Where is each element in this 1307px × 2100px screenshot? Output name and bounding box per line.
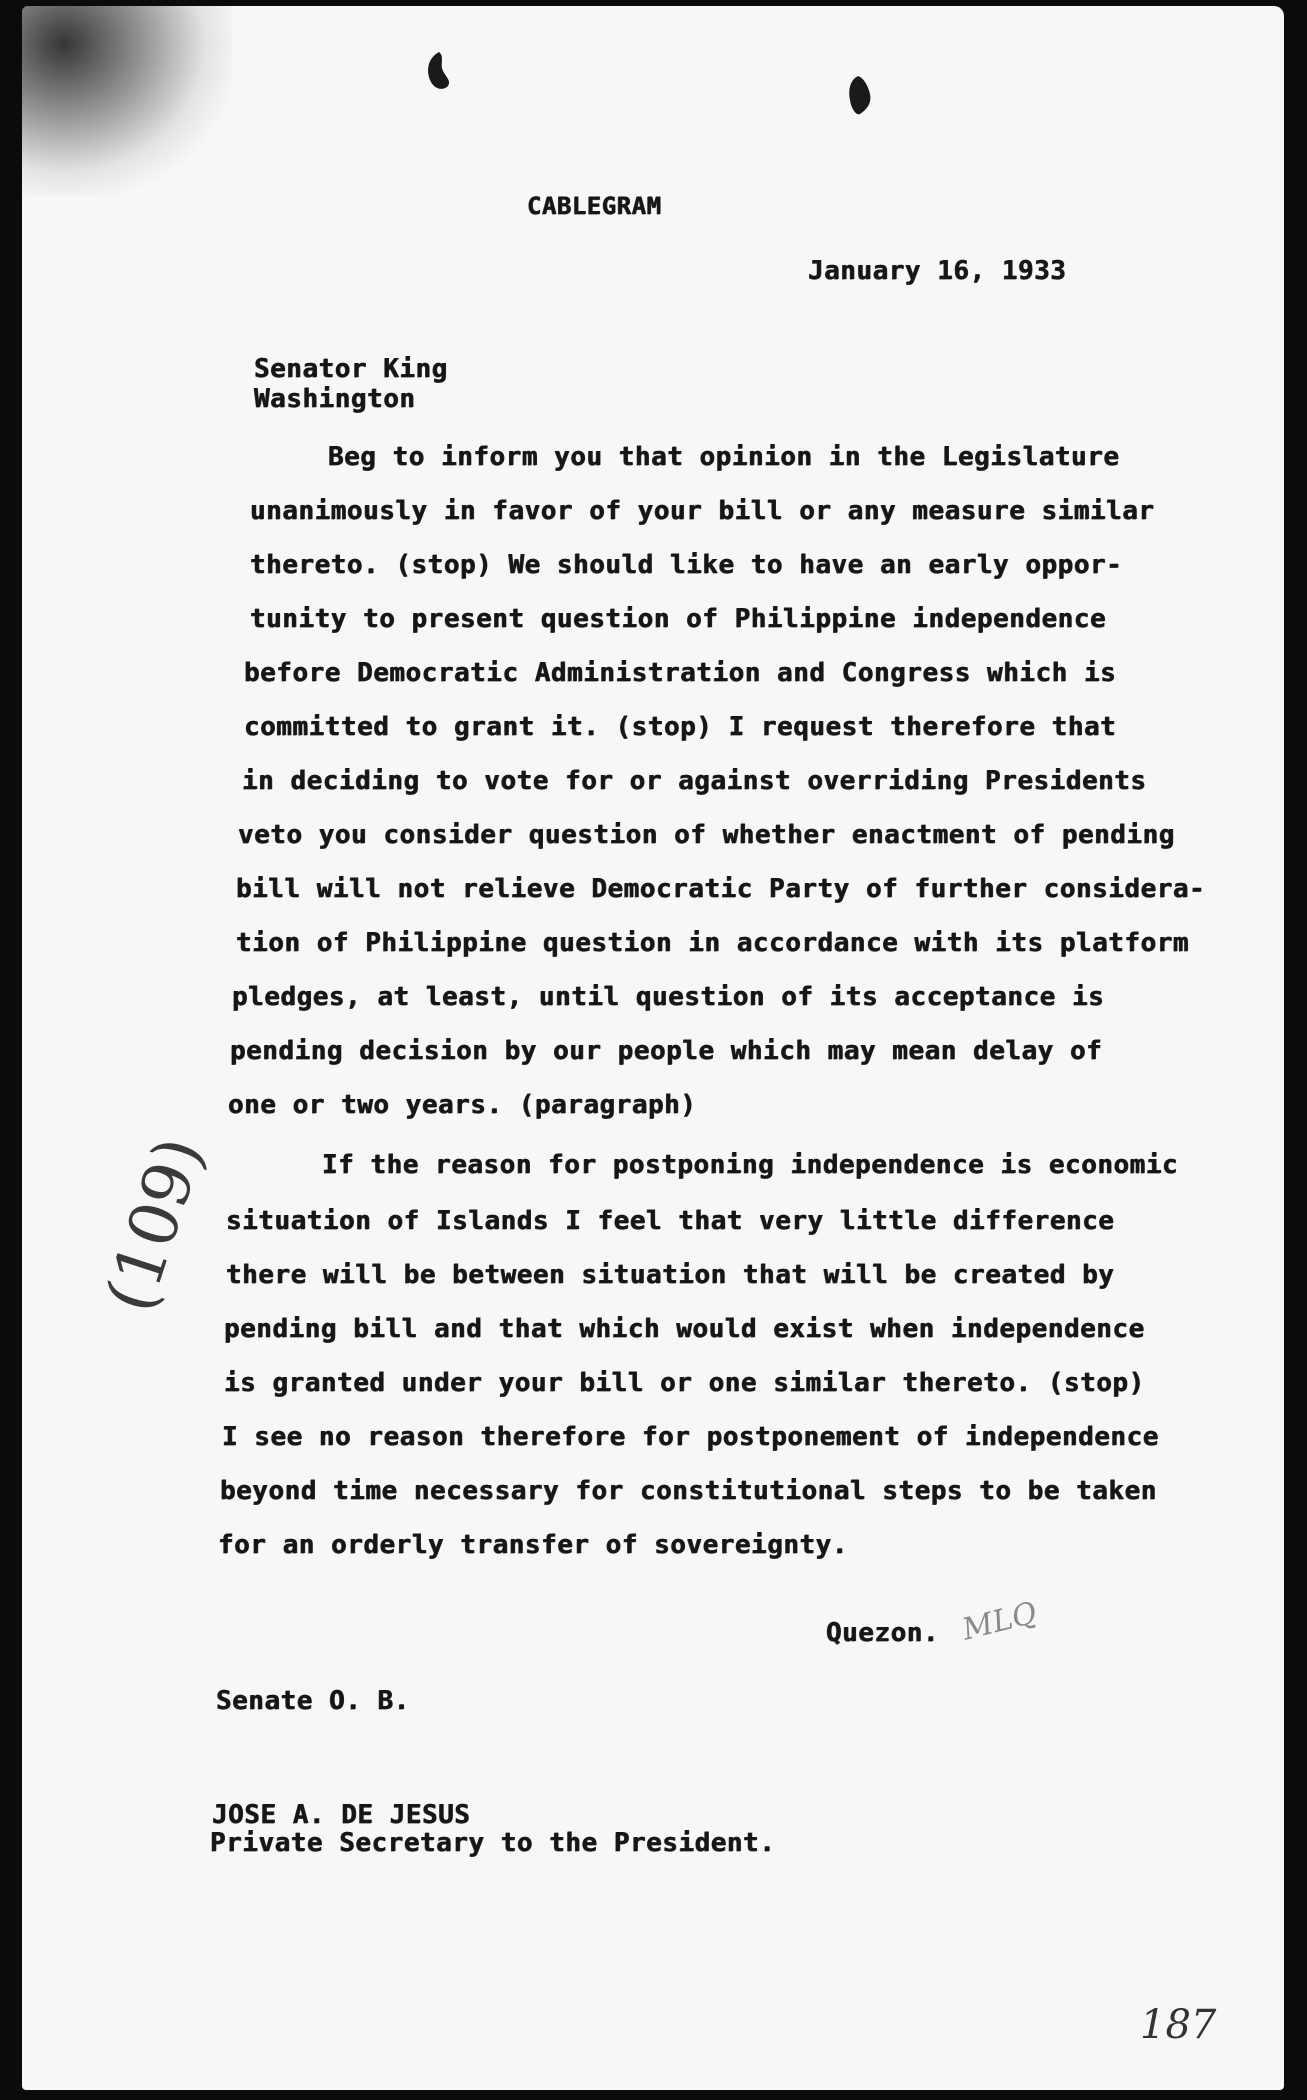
text-line: veto you consider question of whether enactment of pending	[238, 820, 1175, 850]
addressee-place: Washington	[254, 384, 416, 414]
text-line: If the reason for postponing independence is economic	[322, 1150, 1179, 1180]
text-line: before Democratic Administration and Congress which is	[244, 658, 1117, 688]
stain-shadow	[22, 6, 232, 196]
text-line: tunity to present question of Philippine independence	[250, 604, 1107, 634]
margin-note-handwritten: (109)	[90, 1128, 219, 1321]
punch-hole-right-icon	[842, 74, 876, 118]
document-date: January 16, 1933	[808, 256, 1067, 286]
text-line: Beg to inform you that opinion in the Legislature	[328, 442, 1120, 472]
text-line: one or two years. (paragraph)	[228, 1090, 697, 1120]
text-line: thereto. (stop) We should like to have an early oppor-	[250, 550, 1123, 580]
text-line: for an orderly transfer of sovereignty.	[218, 1530, 848, 1560]
punch-hole-left-icon	[422, 50, 456, 94]
routing-note: Senate O. B.	[216, 1686, 410, 1716]
text-line: situation of Islands I feel that very little difference	[226, 1206, 1115, 1236]
cablegram-heading: CABLEGRAM	[527, 192, 662, 220]
page-number-handwritten: 187	[1140, 2002, 1217, 2048]
document-page	[22, 6, 1284, 2090]
text-line: committed to grant it. (stop) I request therefore that	[244, 712, 1117, 742]
signature-typed: Quezon.	[826, 1618, 940, 1648]
addressee-name: Senator King	[254, 354, 448, 384]
text-line: there will be between situation that will be created by	[226, 1260, 1115, 1290]
text-line: I see no reason therefore for postponement of independence	[222, 1422, 1159, 1452]
text-line: tion of Philippine question in accordance with its platform	[236, 928, 1190, 958]
text-line: beyond time necessary for constitutional steps to be taken	[220, 1476, 1157, 1506]
text-line: is granted under your bill or one similar thereto. (stop)	[224, 1368, 1145, 1398]
secretary-title: Private Secretary to the President.	[210, 1828, 776, 1858]
handwritten-initials: MLQ	[958, 1595, 1041, 1648]
text-line: pending bill and that which would exist when independence	[224, 1314, 1145, 1344]
text-line: bill will not relieve Democratic Party of further considera-	[236, 874, 1206, 904]
text-line: in deciding to vote for or against overriding Presidents	[242, 766, 1147, 796]
text-line: unanimously in favor of your bill or any measure similar	[250, 496, 1155, 526]
secretary-name: JOSE A. DE JESUS	[212, 1800, 471, 1830]
text-line: pending decision by our people which may mean delay of	[230, 1036, 1103, 1066]
text-line: pledges, at least, until question of its acceptance is	[232, 982, 1105, 1012]
